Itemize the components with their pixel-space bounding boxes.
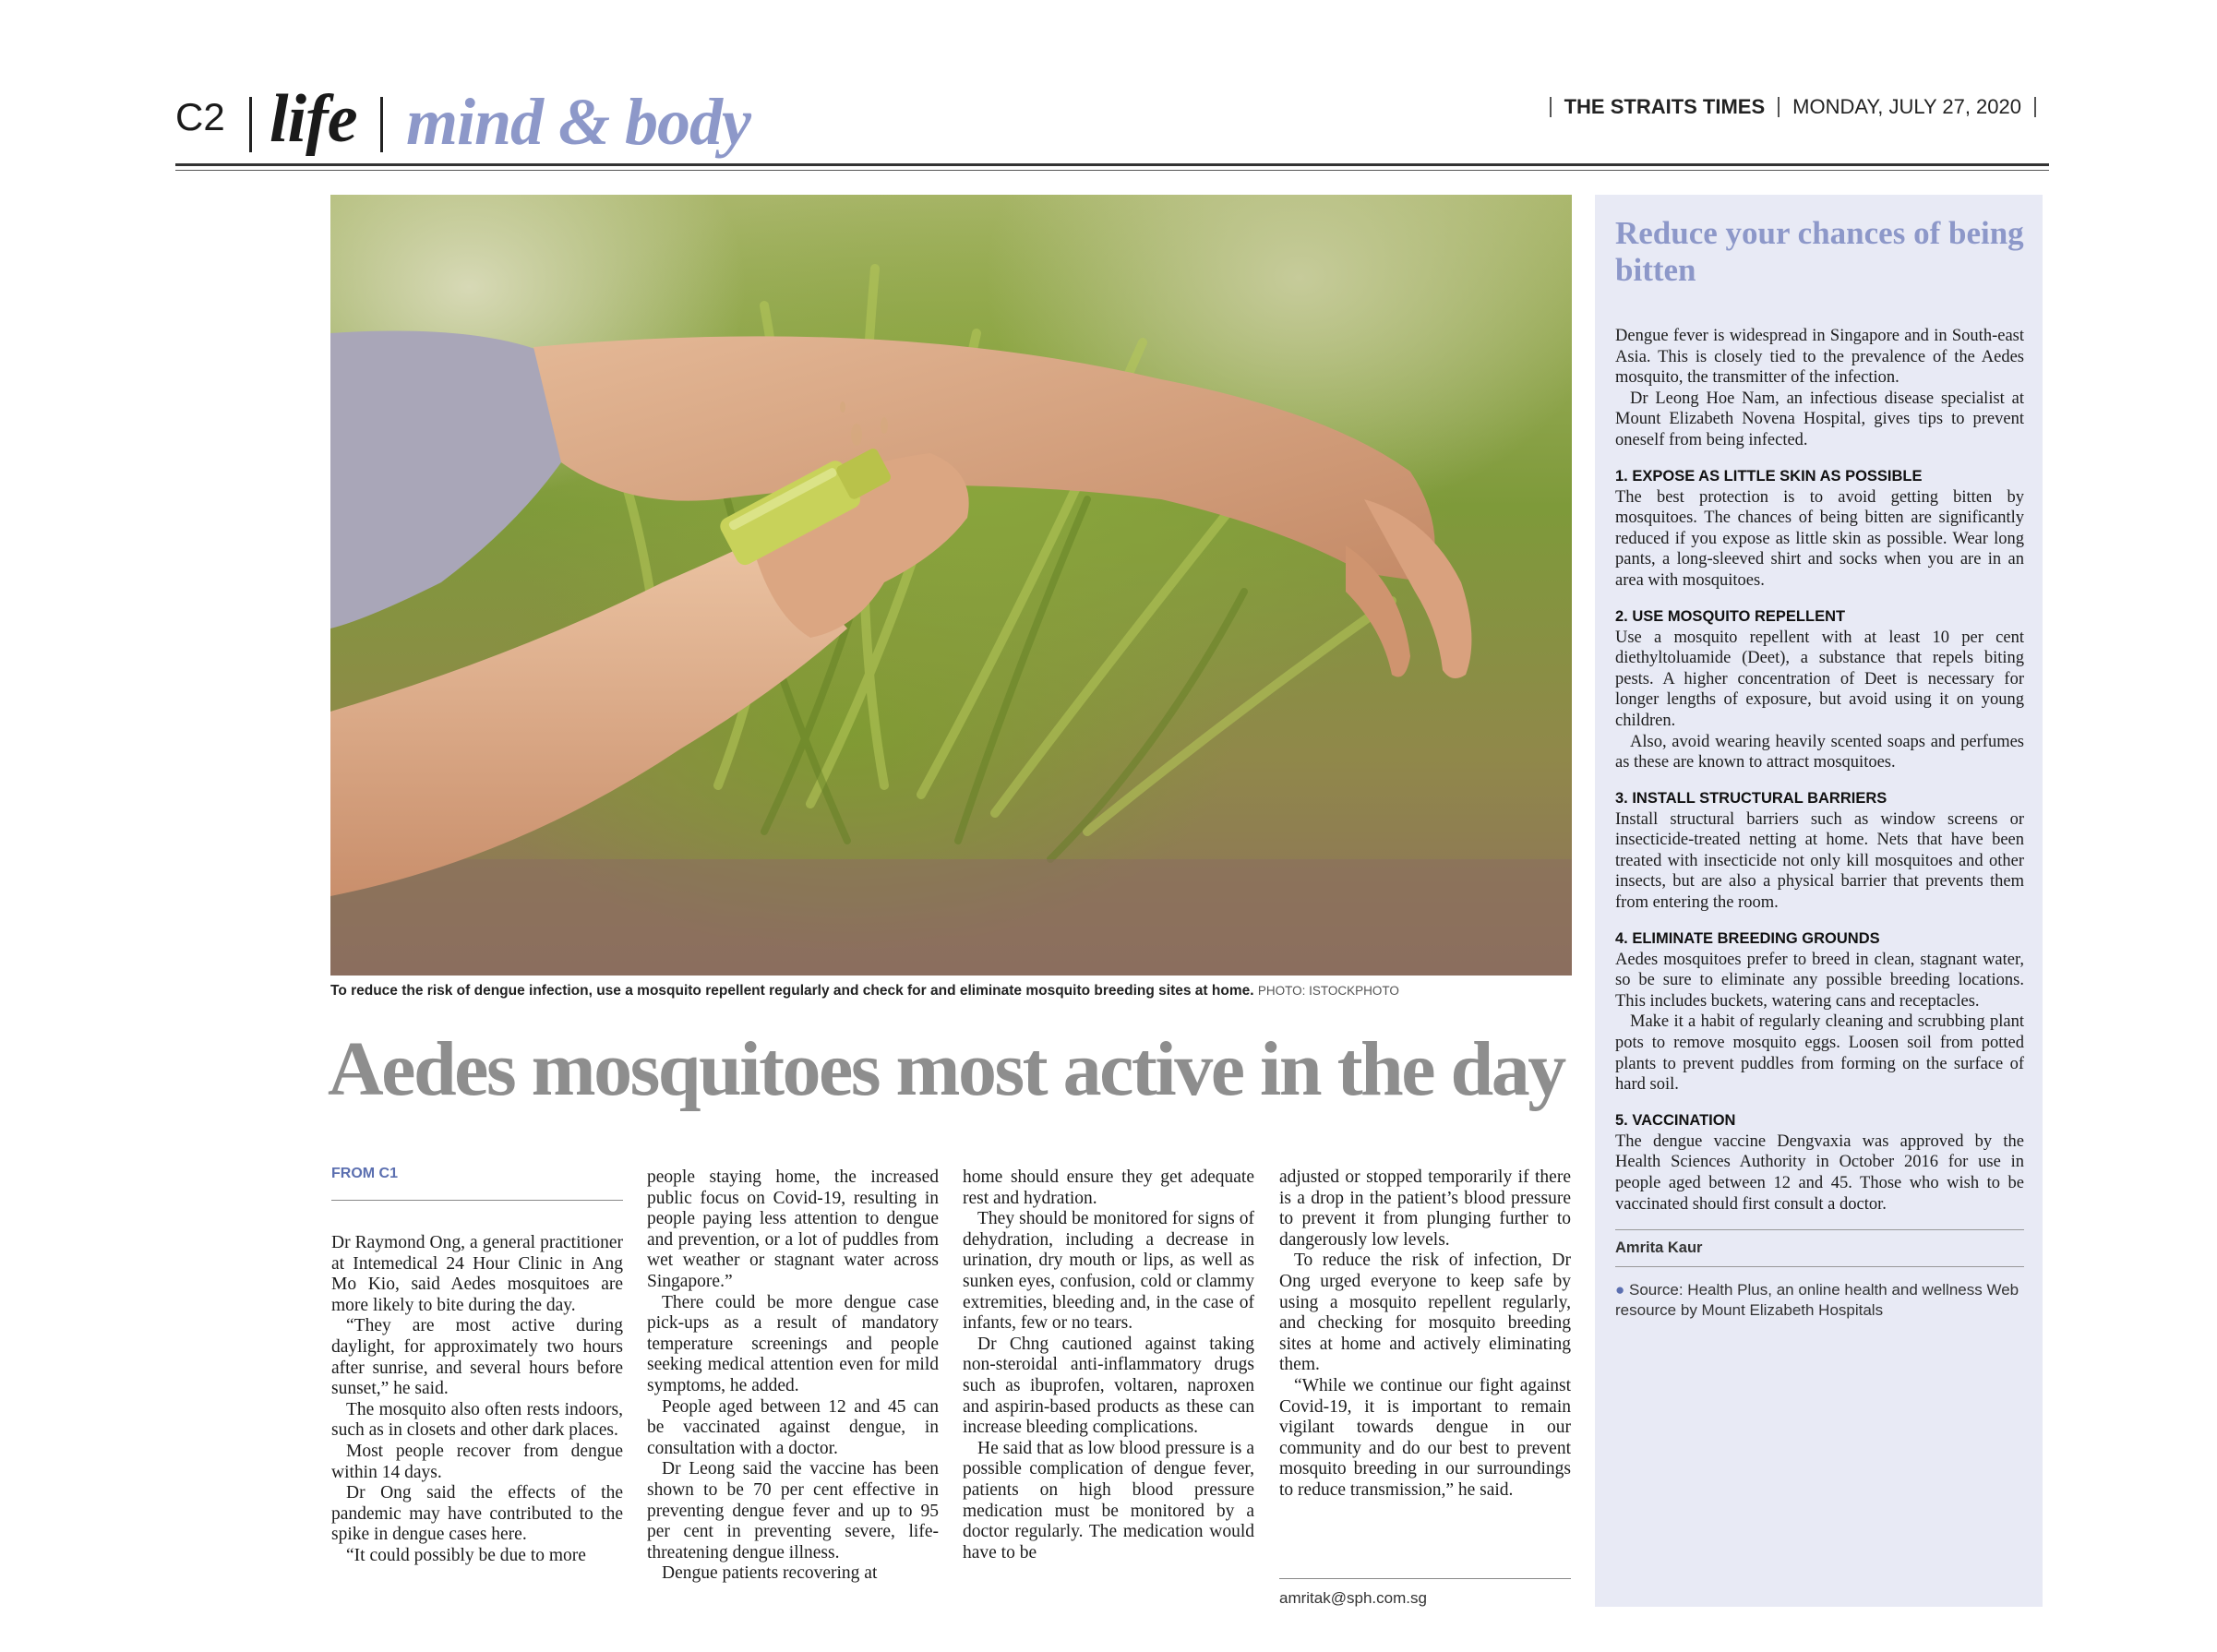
publication-info	[1537, 95, 2049, 119]
article-paragraph: The mosquito also often rests indoors, such as in closets and other dark places.	[331, 1399, 623, 1441]
tip-paragraph: Install structural barriers such as window screens or insecticide-treated netting at home. Nets that have been treated with insecticide not only kill mosquitoes and other insects, but are also a physical barrier that prevents them from entering the room.	[1615, 809, 2024, 913]
article-column-3	[963, 1167, 1254, 1563]
byline-rule	[1279, 1578, 1571, 1579]
article-photo	[330, 195, 1572, 976]
article-paragraph: Dr Leong said the vaccine has been shown to be 70 per cent effective in preventing dengue fever and up to 95 per cent in preventing severe, life-threatening dengue illness.	[647, 1459, 939, 1562]
article-paragraph: He said that as low blood pressure is a possible complication of dengue fever, patients on high blood pressure medication must be monitored by a doctor regularly. The medication would have to be	[963, 1438, 1254, 1562]
pub-divider	[2034, 97, 2036, 117]
bullet-icon: ●	[1615, 1281, 1629, 1299]
arm	[533, 336, 1435, 582]
sidebar-title: Reduce your chances of being bitten	[1615, 215, 2024, 288]
article-paragraph: Most people recover from dengue within 14 days.	[331, 1441, 623, 1482]
tip-paragraph: Make it a habit of regularly cleaning and scrubbing plant pots to remove mosquito eggs. Loosen soil from potted plants to prevent puddles from forming on the surface of hard soil.	[1615, 1012, 2024, 1095]
article-paragraph: home should ensure they get adequate rest and hydration.	[963, 1167, 1254, 1208]
sidebar-source	[1615, 1280, 2024, 1321]
masthead-rule	[175, 163, 2049, 166]
tip-paragraph: Use a mosquito repellent with at least 10 per cent diethyltoluamide (Deet), a substance that repels biting pests. A higher concentration of Deet is necessary for longer lengths of exposure, but avoid using it on young children.	[1615, 628, 2024, 730]
sidebar-author: Amrita Kaur	[1615, 1239, 1703, 1257]
sidebar-rule	[1615, 1266, 2024, 1267]
subsection-title: mind & body	[406, 85, 751, 159]
article-paragraph: people staying home, the increased public focus on Covid-19, resulting in people paying less attention to dengue and prevention, or a lot of puddles from wet weather or stagnant water across Singapore.”	[647, 1167, 939, 1291]
article-column-4	[1279, 1167, 1571, 1502]
tip-paragraph: The best protection is to avoid getting bitten by mosquitoes. The chances of being bitten are significantly reduced if you expose as little skin as possible. Wear long pants, a long-sleeved shirt and socks when you are in an area with mosquitoes.	[1615, 487, 2024, 590]
sidebar-content	[1615, 215, 2024, 1321]
article-paragraph: “They are most active during daylight, for approximately two hours after sunrise, and several hours before sunset,” he said.	[331, 1316, 623, 1399]
tip-heading: 2. USE MOSQUITO REPELLENT	[1615, 607, 1846, 625]
tip-paragraph: Aedes mosquitoes prefer to breed in clean, stagnant water, so be sure to eliminate any possible breeding locations. This includes buckets, watering cans and receptacles.	[1615, 950, 2024, 1011]
ground	[330, 859, 1572, 976]
tip-heading: 1. EXPOSE AS LITTLE SKIN AS POSSIBLE	[1615, 467, 1923, 485]
article-paragraph: People aged between 12 and 45 can be vaccinated against dengue, in consultation with a doctor.	[647, 1396, 939, 1458]
sleeve	[330, 331, 561, 629]
sidebar-paragraph: Dengue fever is widespread in Singapore and in South-east Asia. This is closely tied to the prevalence of the Aedes mosquito, the transmitter of the infection.	[1615, 327, 2024, 388]
article-paragraph: Dr Ong said the effects of the pandemic may have contributed to the spike in dengue cases here.	[331, 1483, 623, 1545]
tip-body	[1615, 1131, 2024, 1215]
tip-heading: 4. ELIMINATE BREEDING GROUNDS	[1615, 929, 1880, 947]
article-paragraph: They should be monitored for signs of dehydration, including a decrease in urination, dry mouth or lips, as well as sunken eyes, confusion, cold or clammy extremities, bleeding and, in the case of infants, few or no tears.	[963, 1209, 1254, 1334]
headline: Aedes mosquitoes most active in the day	[328, 1026, 1564, 1112]
photo-caption	[330, 983, 1572, 1000]
author-email-link[interactable]: amritak@sph.com.sg	[1279, 1589, 1427, 1607]
photo-illustration	[330, 195, 1572, 976]
section-title: life	[270, 81, 357, 157]
sidebar-paragraph: Dr Leong Hoe Nam, an infectious disease specialist at Mount Elizabeth Novena Hospital, gives tips to prevent oneself from being infected.	[1615, 389, 2024, 449]
masthead-divider	[380, 97, 383, 152]
newspaper-name: THE STRAITS TIMES	[1564, 95, 1766, 118]
article-paragraph: Dengue patients recovering at	[662, 1563, 878, 1584]
article-paragraph: There could be more dengue case pick-ups as a result of mandatory temperature screenings and people seeking medical attention even for mild symptoms, he added.	[647, 1292, 939, 1395]
from-rule	[331, 1200, 623, 1201]
article-paragraph: adjusted or stopped temporarily if there is a drop in the patient’s blood pressure to prevent it from plunging further to dangerously low levels.	[1279, 1167, 1571, 1250]
tip-heading: 3. INSTALL STRUCTURAL BARRIERS	[1615, 789, 1887, 807]
article-column-1	[331, 1233, 623, 1567]
tip-body	[1615, 487, 2024, 592]
tip-paragraph: Also, avoid wearing heavily scented soaps and perfumes as these are known to attract mosquitoes.	[1615, 732, 2024, 772]
tip-paragraph: The dengue vaccine Dengvaxia was approved by the Health Sciences Authority in October 2016 for use in people aged between 12 and 45. Those who wish to be vaccinated should first consult a doctor.	[1615, 1131, 2024, 1214]
article-column-2	[647, 1167, 939, 1585]
tip-body	[1615, 950, 2024, 1095]
article-paragraph: “It could possibly be due to more	[346, 1545, 586, 1565]
masthead-divider	[249, 97, 252, 152]
tips-sidebar	[1595, 195, 2043, 1607]
article-paragraph: To reduce the risk of infection, Dr Ong urged everyone to keep safe by using a mosquito repellent regularly, and checking for mosquito breeding sites at home and actively eliminating them.	[1279, 1251, 1571, 1375]
tip-body	[1615, 809, 2024, 914]
sidebar-rule	[1615, 1229, 2024, 1230]
page-number: C2	[175, 95, 225, 138]
article-paragraph: Dr Raymond Ong, a general practitioner at Intemedical 24 Hour Clinic in Ang Mo Kio, said Aedes mosquitoes are more likely to bite during the day.	[331, 1233, 623, 1315]
pub-divider	[1550, 97, 1552, 117]
tip-heading: 5. VACCINATION	[1615, 1111, 1736, 1129]
from-label: FROM C1	[331, 1166, 398, 1181]
article-paragraph: “While we continue our fight against Covid-19, it is important to remain vigilant towards dengue in our community and do our best to prevent mosquito breeding in our surroundings to reduce transmission,” he said.	[1279, 1375, 1571, 1500]
masthead	[175, 81, 2049, 162]
photo-credit: PHOTO: ISTOCKPHOTO	[1257, 984, 1399, 998]
sidebar-intro	[1615, 326, 2024, 451]
pub-divider	[1778, 97, 1780, 117]
caption-text: To reduce the risk of dengue infection, use a mosquito repellent regularly and check for and eliminate mosquito breeding sites at home.	[330, 983, 1254, 999]
source-text: Source: Health Plus, an online health and wellness Web resource by Mount Elizabeth Hospitals	[1615, 1281, 2019, 1320]
publication-date: MONDAY, JULY 27, 2020	[1792, 95, 2021, 118]
article-paragraph: Dr Chng cautioned against taking non-steroidal anti-inflammatory drugs such as ibuprofen, voltaren, naproxen and aspirin-based products as these can increase bleeding complications.	[963, 1334, 1254, 1438]
masthead-rule-thin	[175, 170, 2049, 171]
tip-body	[1615, 628, 2024, 773]
